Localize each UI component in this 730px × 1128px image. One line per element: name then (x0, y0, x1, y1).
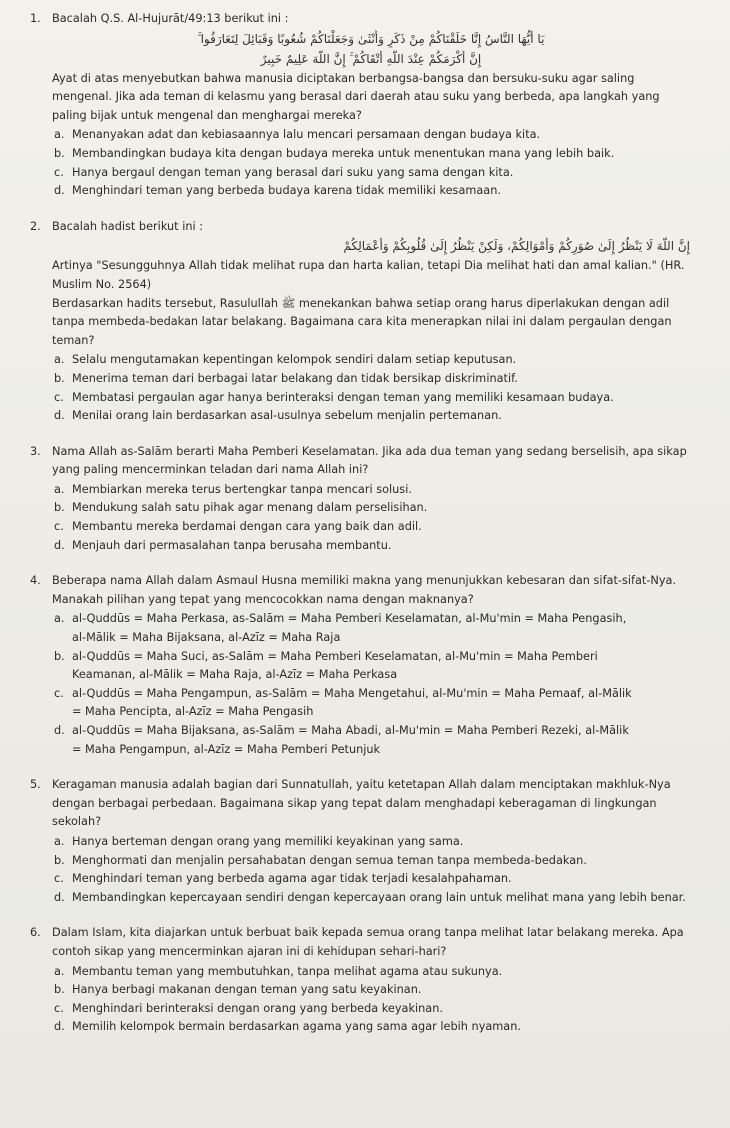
option-letter: d. (54, 724, 65, 737)
option-c[interactable] (52, 164, 690, 183)
options-list (52, 833, 690, 907)
option-letter: b. (54, 501, 65, 515)
option-letter: a. (54, 612, 65, 626)
option-letter: c. (54, 390, 64, 404)
option-text-line: = Maha Pengampun, al-Azīz = Maha Pemberi Petunjuk (72, 742, 381, 756)
option-text: Membiarkan mereka terus bertengkar tanpa mencari solusi. (72, 482, 412, 496)
option-c[interactable] (52, 389, 690, 408)
option-text: Hanya berteman dengan orang yang memiliki keyakinan yang sama. (72, 834, 464, 848)
option-letter: a. (54, 834, 65, 848)
option-letter: c. (54, 520, 64, 534)
option-d[interactable] (52, 537, 690, 556)
option-b[interactable] (52, 145, 690, 164)
option-letter: c. (54, 872, 64, 886)
hadith-translation: Artinya "Sesungguhnya Allah tidak melihat rupa dan harta kalian, tetapi Dia melihat hati dan amal kalian." (HR. Muslim No. 2564) (52, 259, 685, 291)
option-letter: b. (54, 371, 65, 385)
option-letter: a. (54, 353, 65, 367)
question-text: Keragaman manusia adalah bagian dari Sunnatullah, yaitu ketetapan Allah dalam menciptakan makhluk-Nya dengan berbagai perbedaan. Bagaimana sikap yang tepat dalam menghadapi keberagaman di lingkungan sekolah? (52, 778, 671, 829)
option-b[interactable] (52, 499, 690, 518)
option-b[interactable] (52, 648, 690, 685)
option-letter: a. (54, 128, 65, 142)
option-a[interactable] (52, 833, 690, 852)
option-letter: b. (54, 853, 65, 867)
option-d[interactable] (52, 407, 690, 426)
option-text: Menghindari teman yang berbeda agama agar tidak terjadi kesalahpahaman. (72, 872, 512, 886)
question-1 (30, 10, 690, 201)
option-letter: a. (54, 964, 65, 978)
option-letter: b. (54, 649, 65, 663)
question-number: 6. (30, 926, 41, 940)
option-a[interactable] (52, 351, 690, 370)
option-text: Membantu mereka berdamai dengan cara yang baik dan adil. (72, 520, 422, 534)
option-b[interactable] (52, 981, 690, 1000)
option-text: Hanya bergaul dengan teman yang berasal dari suku yang sama dengan kita. (72, 165, 514, 179)
option-text: Menilai orang lain berdasarkan asal-usulnya sebelum menjalin pertemanan. (72, 409, 502, 423)
question-text: Ayat di atas menyebutkan bahwa manusia diciptakan berbangsa-bangsa dan bersuku-suku agar saling mengenal. Jika ada teman di kelasmu yang berasal dari daerah atau suku yang berbeda, apa langkah yang paling bijak untuk mengenal dan menghargai mereka? (52, 71, 660, 122)
options-list (52, 481, 690, 555)
question-number: 1. (30, 12, 41, 25)
option-letter: c. (54, 165, 64, 179)
option-text: Selalu mengutamakan kepentingan kelompok sendiri dalam setiap keputusan. (72, 353, 517, 367)
option-d[interactable] (52, 1018, 690, 1037)
option-text-line: al-Mālik = Maha Bijaksana, al-Azīz = Maha Raja (72, 631, 341, 645)
option-letter: a. (54, 482, 65, 496)
arabic-verse-line: إِنَّ أَكْرَمَكُمْ عِنْدَ اللَّهِ أَتْقَاكُمْ ۚ إِنَّ اللَّهَ عَلِيمٌ خَبِيرٌ (260, 51, 482, 66)
option-text: Hanya berbagi makanan dengan teman yang satu keyakinan. (72, 983, 422, 997)
option-text: Membatasi pergaulan agar hanya berinteraksi dengan teman yang memiliki kesamaan budaya. (72, 390, 614, 404)
option-d[interactable] (52, 889, 690, 908)
option-a[interactable] (52, 610, 690, 647)
option-text-line: al-Quddūs = Maha Bijaksana, as-Salām = Maha Abadi, al-Mu'min = Maha Pemberi Rezeki, al-Mālik (72, 724, 629, 737)
option-text: Menanyakan adat dan kebiasaannya lalu mencari persamaan dengan budaya kita. (72, 128, 541, 142)
option-letter: d. (54, 890, 65, 904)
option-c[interactable] (52, 685, 690, 722)
question-intro: Bacalah Q.S. Al-Hujurāt/49:13 berikut ini : (52, 12, 289, 25)
option-text: Membandingkan budaya kita dengan budaya mereka untuk menentukan mana yang lebih baik. (72, 146, 615, 160)
options-list (52, 351, 690, 425)
options-list (52, 610, 690, 759)
option-text: Menghormati dan menjalin persahabatan dengan semua teman tanpa membeda-bedakan. (72, 853, 587, 867)
option-letter: d. (54, 184, 65, 198)
question-text: Dalam Islam, kita diajarkan untuk berbuat baik kepada semua orang tanpa melihat latar belakang mereka. Apa contoh sikap yang mencerminkan ajaran ini di kehidupan sehari-hari? (52, 926, 684, 958)
option-letter: d. (54, 538, 65, 552)
question-4 (30, 572, 690, 759)
option-b[interactable] (52, 370, 690, 389)
option-text: Menghindari berinteraksi dengan orang yang berbeda keyakinan. (72, 1001, 443, 1015)
option-letter: c. (54, 1001, 64, 1015)
option-b[interactable] (52, 852, 690, 871)
option-letter: d. (54, 1020, 65, 1034)
question-text: Beberapa nama Allah dalam Asmaul Husna memiliki makna yang menunjukkan kebesaran dan sifat-sifat-Nya. Manakah pilihan yang tepat yang mencocokkan nama dengan maknanya? (52, 574, 677, 606)
option-c[interactable] (52, 1000, 690, 1019)
option-text-line: al-Quddūs = Maha Perkasa, as-Salām = Maha Pemberi Keselamatan, al-Mu'min = Maha Pengasih, (72, 612, 627, 626)
option-text: Menerima teman dari berbagai latar belakang dan tidak bersikap diskriminatif. (72, 371, 518, 385)
option-text-line: Keamanan, al-Mālik = Maha Raja, al-Azīz = Maha Perkasa (72, 668, 398, 682)
question-text: Nama Allah as-Salām berarti Maha Pemberi Keselamatan. Jika ada dua teman yang sedang berselisih, apa sikap yang paling mencerminkan teladan dari nama Allah ini? (52, 444, 687, 477)
question-3 (30, 443, 690, 556)
question-number: 2. (30, 219, 41, 233)
arabic-hadith-line: إِنَّ اللَّهَ لَا يَنْظُرُ إِلَىٰ صُوَرِكُمْ وَأَمْوَالِكُمْ، وَلَكِنْ يَنْظُرُ إِلَىٰ قُلُوبِكُمْ وَأَعْمَالِكُمْ (343, 239, 690, 254)
question-6 (30, 924, 690, 1037)
option-text: Membandingkan kepercayaan sendiri dengan kepercayaan orang lain untuk melihat mana yang lebih benar. (72, 890, 686, 904)
arabic-verse-line: يَا أَيُّهَا النَّاسُ إِنَّا خَلَقْنَاكُمْ مِنْ ذَكَرٍ وَأُنْثَىٰ وَجَعَلْنَاكُمْ شُعُوبًا وَقَبَائِلَ لِتَعَارَفُوا ۚ (197, 31, 545, 46)
question-number: 4. (30, 574, 41, 588)
option-a[interactable] (52, 481, 690, 500)
question-2 (30, 218, 690, 426)
option-d[interactable] (52, 182, 690, 201)
option-text: Menjauh dari permasalahan tanpa berusaha membantu. (72, 538, 392, 552)
option-a[interactable] (52, 126, 690, 145)
option-letter: b. (54, 983, 65, 997)
option-a[interactable] (52, 963, 690, 982)
options-list (52, 126, 690, 200)
option-text: Menghindari teman yang berbeda budaya karena tidak memiliki kesamaan. (72, 184, 501, 198)
option-c[interactable] (52, 870, 690, 889)
option-c[interactable] (52, 518, 690, 537)
question-number: 5. (30, 778, 41, 792)
option-d[interactable] (52, 722, 690, 759)
option-letter: c. (54, 686, 64, 700)
option-text-line: al-Quddūs = Maha Pengampun, as-Salām = Maha Mengetahui, al-Mu'min = Maha Pemaaf, al-Mālik (72, 686, 632, 700)
options-list (52, 963, 690, 1037)
option-letter: d. (54, 409, 65, 423)
option-letter: b. (54, 146, 65, 160)
option-text: Mendukung salah satu pihak agar menang dalam perselisihan. (72, 501, 428, 515)
option-text-line: = Maha Pencipta, al-Azīz = Maha Pengasih (72, 705, 314, 719)
option-text-line: al-Quddūs = Maha Suci, as-Salām = Maha Pemberi Keselamatan, al-Mu'min = Maha Pemberi (72, 649, 598, 663)
question-5 (30, 776, 690, 907)
option-text: Membantu teman yang membutuhkan, tanpa melihat agama atau sukunya. (72, 964, 503, 978)
question-intro: Bacalah hadist berikut ini : (52, 219, 204, 233)
question-text: Berdasarkan hadits tersebut, Rasulullah ﷺ menekankan bahwa setiap orang harus diperlakukan dengan adil tanpa membeda-bedakan latar belakang. Bagaimana cara kita menerapkan nilai ini dalam pergaulan dengan teman? (52, 296, 672, 347)
option-text: Memilih kelompok bermain berdasarkan agama yang sama agar lebih nyaman. (72, 1020, 521, 1034)
question-number: 3. (30, 444, 41, 458)
